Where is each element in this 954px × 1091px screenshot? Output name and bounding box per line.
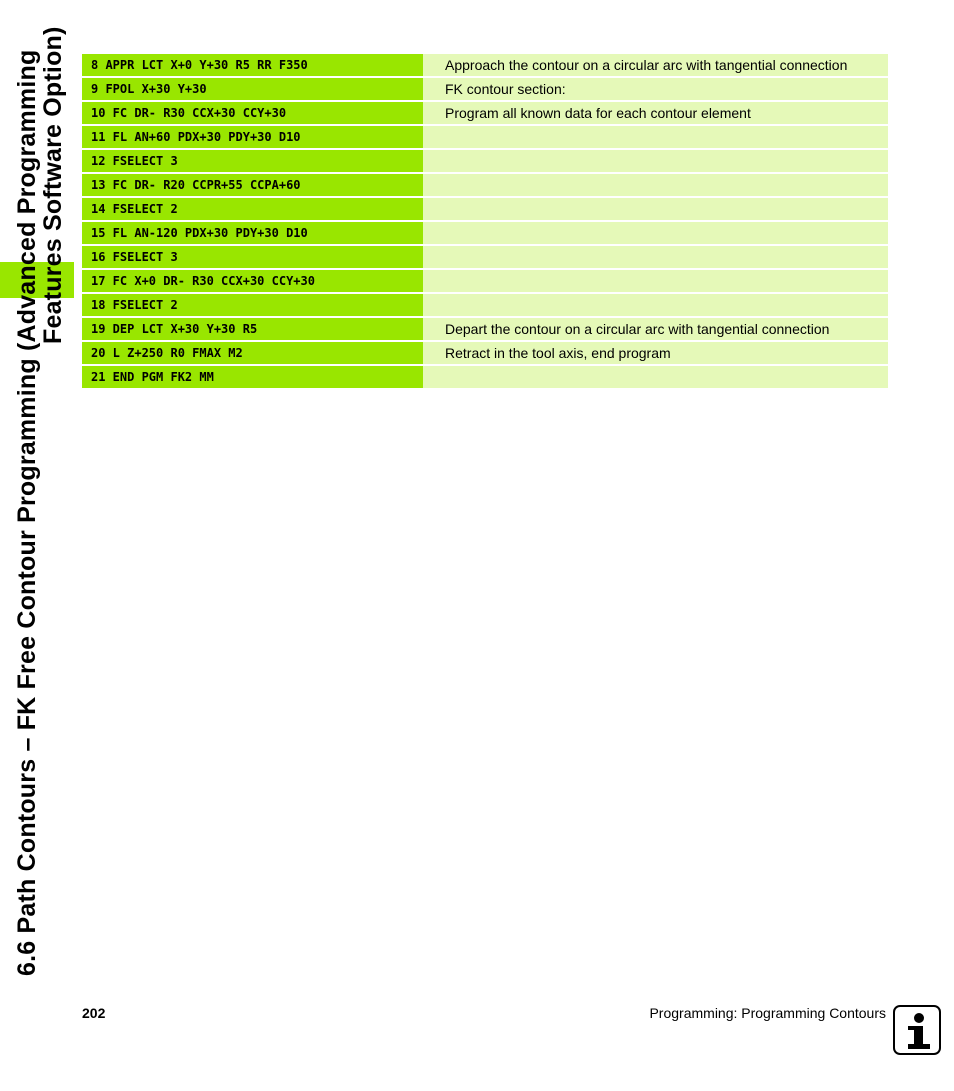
chapter-title-line-2: Features Software Option) (39, 26, 67, 344)
description-cell: Approach the contour on a circular arc with tangential connection (423, 54, 888, 76)
table-row (82, 342, 888, 364)
table-row (82, 54, 888, 76)
description-cell (423, 126, 888, 148)
nc-code-cell: 19 DEP LCT X+30 Y+30 R5 (82, 318, 423, 340)
nc-code-cell: 20 L Z+250 R0 FMAX M2 (82, 342, 423, 364)
chapter-title-line-1: 6.6 Path Contours – FK Free Contour Programming (Advanced Programming (13, 49, 41, 976)
nc-code-cell: 15 FL AN-120 PDX+30 PDY+30 D10 (82, 222, 423, 244)
page-number: 202 (82, 1005, 106, 1021)
nc-code-cell: 18 FSELECT 2 (82, 294, 423, 316)
table-row (82, 246, 888, 268)
description-cell (423, 150, 888, 172)
chapter-title (13, 26, 67, 976)
table-row (82, 366, 888, 388)
description-cell (423, 366, 888, 388)
nc-code-cell: 13 FC DR- R20 CCPR+55 CCPA+60 (82, 174, 423, 196)
program-table (82, 54, 888, 390)
nc-code-cell: 12 FSELECT 3 (82, 150, 423, 172)
table-row (82, 78, 888, 100)
table-row (82, 198, 888, 220)
nc-code-cell: 14 FSELECT 2 (82, 198, 423, 220)
table-row (82, 270, 888, 292)
nc-code-cell: 9 FPOL X+30 Y+30 (82, 78, 423, 100)
description-cell (423, 174, 888, 196)
description-cell (423, 246, 888, 268)
table-row (82, 126, 888, 148)
description-cell (423, 270, 888, 292)
footer-title: Programming: Programming Contours (649, 1005, 886, 1021)
nc-code-cell: 11 FL AN+60 PDX+30 PDY+30 D10 (82, 126, 423, 148)
table-row (82, 150, 888, 172)
table-row (82, 294, 888, 316)
description-cell: Program all known data for each contour element (423, 102, 888, 124)
description-cell (423, 198, 888, 220)
description-cell (423, 222, 888, 244)
description-cell: FK contour section: (423, 78, 888, 100)
nc-code-cell: 10 FC DR- R30 CCX+30 CCY+30 (82, 102, 423, 124)
nc-code-cell: 21 END PGM FK2 MM (82, 366, 423, 388)
nc-code-cell: 8 APPR LCT X+0 Y+30 R5 RR F350 (82, 54, 423, 76)
nc-code-cell: 17 FC X+0 DR- R30 CCX+30 CCY+30 (82, 270, 423, 292)
nc-code-cell: 16 FSELECT 3 (82, 246, 423, 268)
table-row (82, 102, 888, 124)
description-cell: Depart the contour on a circular arc with tangential connection (423, 318, 888, 340)
info-icon (893, 1005, 941, 1055)
table-row (82, 318, 888, 340)
table-row (82, 222, 888, 244)
description-cell (423, 294, 888, 316)
table-row (82, 174, 888, 196)
description-cell: Retract in the tool axis, end program (423, 342, 888, 364)
